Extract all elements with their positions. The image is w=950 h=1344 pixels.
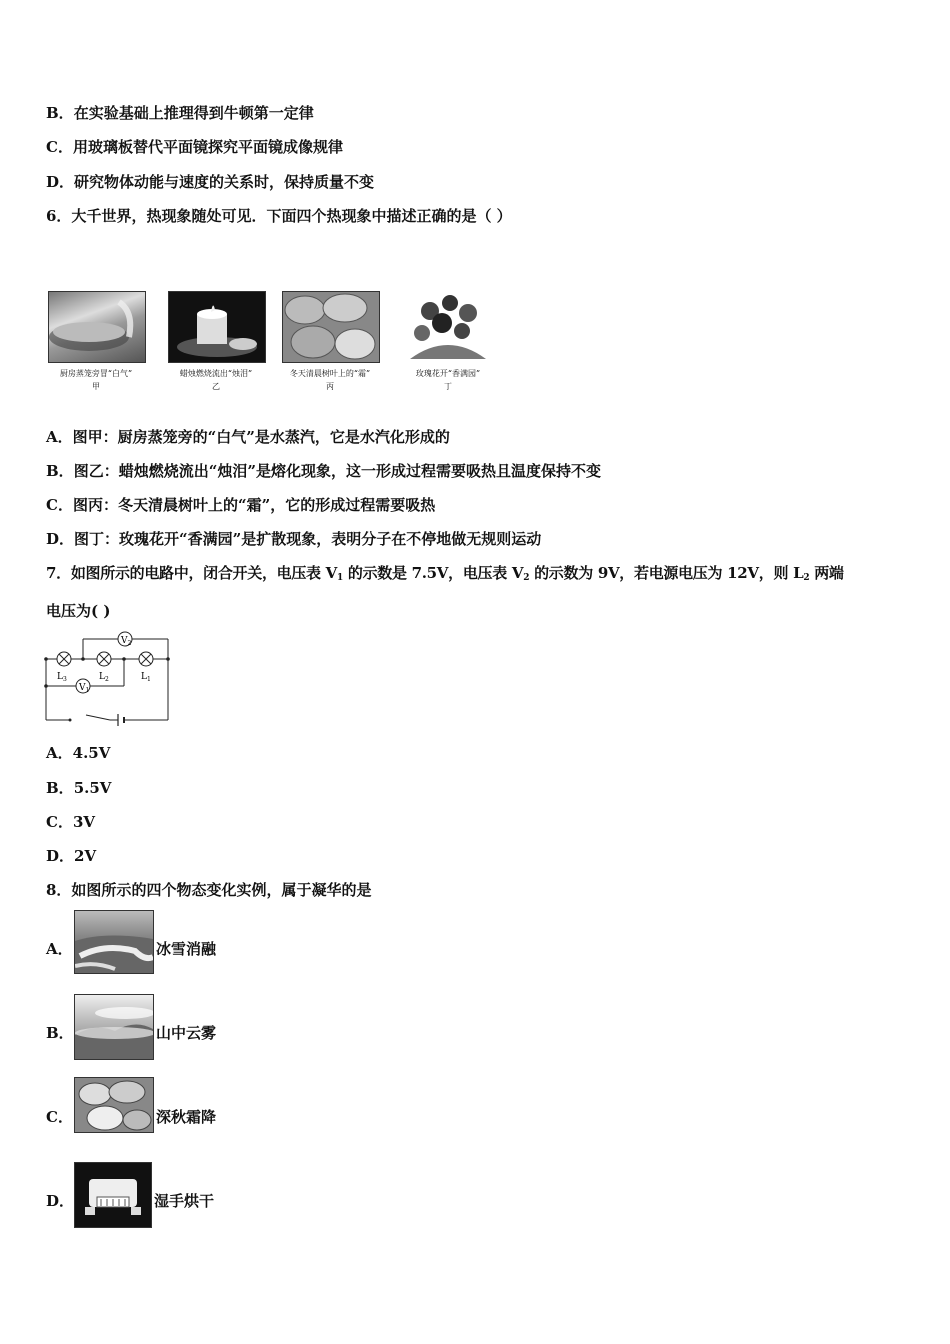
q8-option-c-image xyxy=(74,1077,154,1133)
figure-bing-caption: 冬天清晨树叶上的“霜” xyxy=(289,369,371,378)
q8-option-b-image xyxy=(74,994,154,1060)
q8-option-d-label: D． xyxy=(46,1192,75,1210)
lamp-l1 xyxy=(139,652,153,666)
q5-option-c: C．用玻璃板替代平面镜探究平面镜成像规律 xyxy=(46,138,343,156)
q7-circuit-diagram xyxy=(40,628,180,728)
q7-option-d: D．2V xyxy=(46,847,97,865)
q8-option-a-label: A． xyxy=(46,940,73,958)
mountain-fog-image xyxy=(75,995,153,1059)
q6-stem: 6．大千世界，热现象随处可见．下面四个热现象中描述正确的是（ ） xyxy=(46,207,512,225)
rose-bush-image xyxy=(400,291,496,361)
voltmeter-v2-label: $V_2$ xyxy=(121,636,132,647)
q8-option-b-label: B． xyxy=(46,1024,74,1042)
figure-bing-tag: 丙 xyxy=(326,382,334,391)
q7-option-c: C．3V xyxy=(46,813,96,831)
q8-option-d-image xyxy=(74,1162,152,1228)
figure-ding-rose xyxy=(400,291,496,361)
figure-yi-tag: 乙 xyxy=(212,382,220,391)
melting-snow-image xyxy=(75,911,153,973)
q7-stem-line1: 7．如图所示的电路中，闭合开关，电压表 $V_1$ 的示数是 7.5V，电压表 $V_2$ 的示数为 9V，若电源电压为 12V，则 $L_2$ 两端 xyxy=(46,564,844,583)
figure-jia-steamer xyxy=(48,291,146,363)
q8-option-b-text: 山中云雾 xyxy=(156,1024,217,1042)
q8-option-c-text: 深秋霜降 xyxy=(156,1108,217,1126)
q8-option-d-text: 湿手烘干 xyxy=(154,1192,215,1210)
q6-option-c: C．图丙：冬天清晨树叶上的“霜”，它的形成过程需要吸热 xyxy=(46,496,436,514)
q7-option-a: A．4.5V xyxy=(46,744,111,762)
lamp-l3-label: $L_3$ xyxy=(57,672,67,683)
frost-image xyxy=(75,1078,153,1132)
lamp-l2 xyxy=(97,652,111,666)
q5-option-b: B．在实验基础上推理得到牛顿第一定律 xyxy=(46,104,314,122)
figure-yi-candle xyxy=(168,291,266,363)
q6-option-d: D．图丁：玫瑰花开“香满园”是扩散现象，表明分子在不停地做无规则运动 xyxy=(46,530,542,548)
q8-stem: 8．如图所示的四个物态变化实例，属于凝华的是 xyxy=(46,881,372,899)
q8-option-c-label: C． xyxy=(46,1108,73,1126)
figure-jia-tag: 甲 xyxy=(92,382,100,391)
q8-option-a-image xyxy=(74,910,154,974)
q5-option-d: D．研究物体动能与速度的关系时，保持质量不变 xyxy=(46,173,375,191)
q8-option-a-text: 冰雪消融 xyxy=(156,940,217,958)
lamp-l2-label: $L_2$ xyxy=(99,672,109,683)
figure-yi-caption: 蜡烛燃烧流出“烛泪” xyxy=(179,369,253,378)
frost-leaves-image xyxy=(283,292,379,362)
q6-option-a: A．图甲：厨房蒸笼旁的“白气”是水蒸汽，它是水汽化形成的 xyxy=(46,428,450,446)
figure-bing-frost xyxy=(282,291,380,363)
steamer-image xyxy=(49,292,145,362)
q6-option-b: B．图乙：蜡烛燃烧流出“烛泪”是熔化现象，这一形成过程需要吸热且温度保持不变 xyxy=(46,462,601,480)
figure-jia-caption: 厨房蒸笼旁冒“白气” xyxy=(59,369,133,378)
candle-image xyxy=(169,292,265,362)
lamp-l1-label: $L_1$ xyxy=(141,672,151,683)
lamp-l3 xyxy=(57,652,71,666)
q7-option-b: B．5.5V xyxy=(46,779,112,797)
figure-ding-tag: 丁 xyxy=(444,382,452,391)
figure-ding-caption: 玫瑰花开“香满园” xyxy=(415,369,481,378)
hand-dryer-image xyxy=(75,1163,151,1227)
q7-stem-line2: 电压为( ) xyxy=(46,602,111,620)
voltmeter-v1-label: $V_1$ xyxy=(79,683,90,694)
